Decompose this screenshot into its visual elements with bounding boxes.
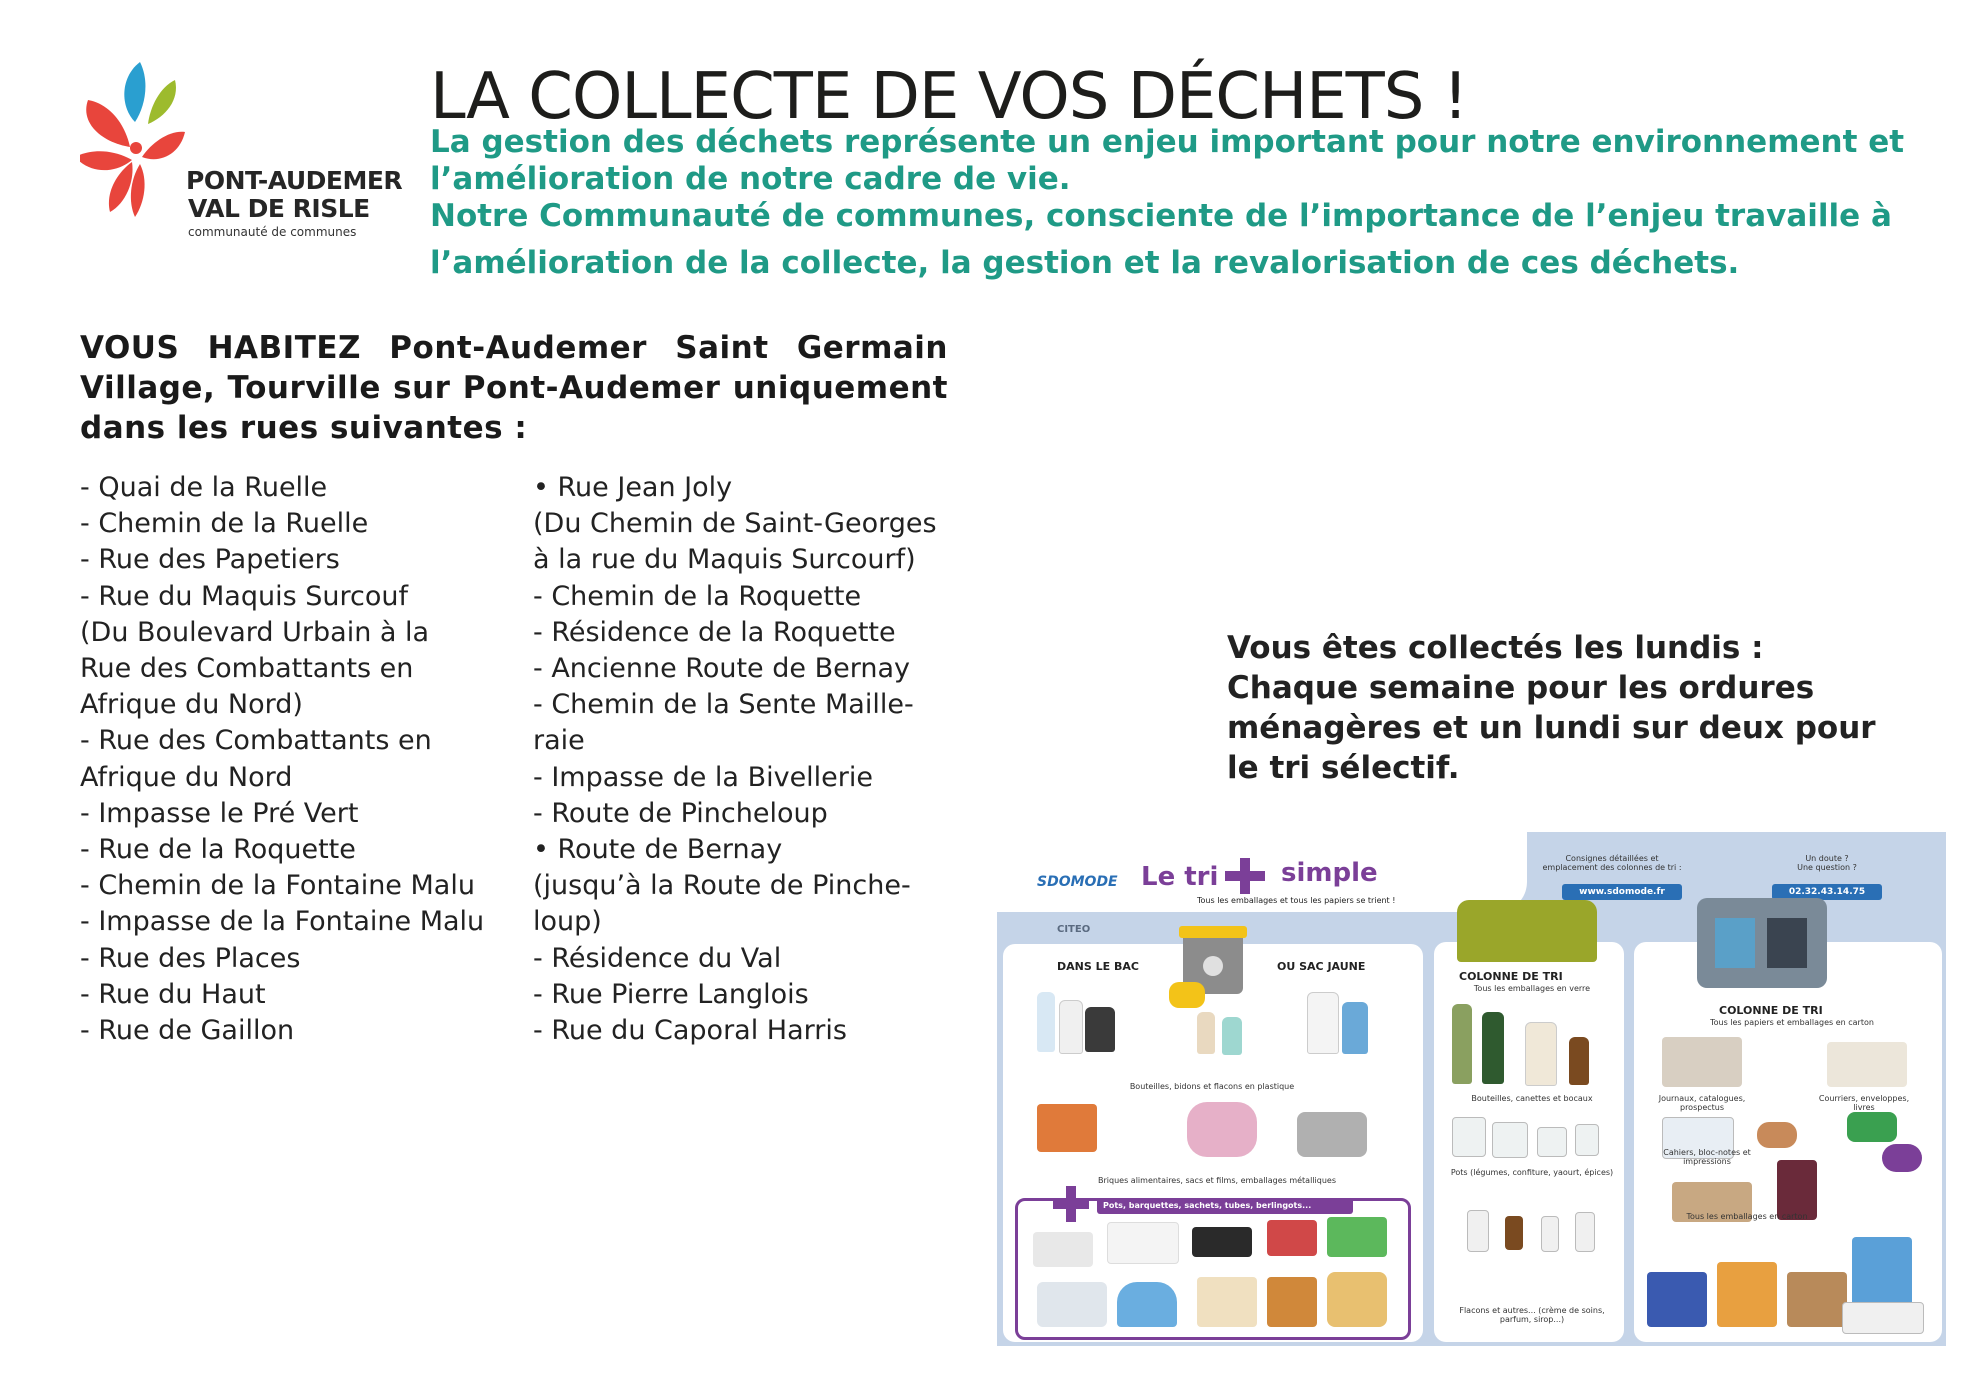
bottle-icon [1059, 1000, 1083, 1054]
glass-bottle-icon [1482, 1012, 1504, 1084]
plus-icon [1225, 858, 1265, 894]
street-item: (Du Boulevard Urbain à la [80, 616, 430, 648]
caption-plus: Pots, barquettes, sachets, tubes, berlingots... [1097, 1198, 1353, 1214]
paper-caption-1: Journaux, catalogues, prospectus [1658, 1094, 1746, 1112]
caption-metal: Briques alimentaires, sacs et films, emballages métalliques [1098, 1176, 1336, 1185]
street-item: (jusqu’à la Route de Pinche- [533, 870, 911, 902]
bottle-icon [1222, 1017, 1242, 1055]
street-item: loup) [533, 906, 602, 938]
intro-paragraph-2-line2: l’amélioration de la collecte, la gestion et la revalorisation de ces déchets. [430, 245, 1740, 281]
pot-icon [1117, 1282, 1177, 1327]
street-list-right [533, 470, 973, 1049]
street-item: Rue des Combattants en [80, 653, 414, 685]
logo-name-line1: PONT-AUDEMER [186, 166, 403, 195]
jar-icon [1537, 1127, 1567, 1157]
can-icon [1297, 1112, 1367, 1157]
paper-caption-4: Tous les emballages en carton [1686, 1212, 1808, 1221]
carton-icon [1037, 1104, 1097, 1152]
street-item: - Rue des Papetiers [80, 544, 340, 576]
newspaper-icon [1662, 1037, 1742, 1087]
intro-paragraph-2 [430, 198, 1910, 282]
pot-icon [1197, 1277, 1257, 1327]
street-item: - Rue du Haut [80, 978, 266, 1010]
paper-subtitle: Tous les papiers et emballages en carton [1710, 1018, 1874, 1027]
glass-bottle-icon [1452, 1004, 1472, 1084]
street-item: - Résidence de la Roquette [533, 616, 896, 648]
bin-left-label: DANS LE BAC [1057, 960, 1139, 973]
street-item: - Rue du Maquis Surcouf [80, 580, 408, 612]
bottle-icon [1197, 1012, 1215, 1054]
street-item: - Ancienne Route de Bernay [533, 653, 910, 685]
info2-label: Un doute ? Une question ? [1797, 854, 1857, 872]
bottle-icon [1037, 992, 1055, 1052]
street-item: - Rue de la Roquette [80, 834, 356, 866]
street-item: raie [533, 725, 585, 757]
street-item: - Rue des Places [80, 942, 301, 974]
logo-name-line2: VAL DE RISLE [188, 194, 370, 223]
sachet-icon [1327, 1217, 1387, 1257]
bottle-icon [1307, 992, 1339, 1054]
envelope-icon [1827, 1042, 1907, 1087]
flask-icon [1505, 1216, 1523, 1250]
street-item: - Rue Pierre Langlois [533, 978, 809, 1010]
street-item: - Impasse de la Fontaine Malu [80, 906, 485, 938]
box-icon [1717, 1262, 1777, 1327]
glass-caption-1: Bouteilles, canettes et bocaux [1471, 1094, 1593, 1103]
citeo-logo: CITEO [1057, 924, 1091, 935]
poster-tagline: Tous les emballages et tous les papiers se trient ! [1197, 896, 1396, 905]
street-item: - Chemin de la Fontaine Malu [80, 870, 475, 902]
roll-icon [1757, 1122, 1797, 1148]
box-icon [1647, 1272, 1707, 1327]
page-title: LA COLLECTE DE VOS DÉCHETS ! [430, 60, 1468, 134]
glass-caption-3: Flacons et autres... (crème de soins, parfum, sirop...) [1459, 1306, 1605, 1324]
arrow-icon [1882, 1144, 1922, 1172]
street-item: (Du Chemin de Saint-Georges [533, 508, 937, 540]
notice-line: Chaque semaine pour les ordures [1227, 670, 1815, 706]
street-item: - Impasse de la Bivellerie [533, 761, 874, 793]
box-icon [1037, 1282, 1107, 1327]
flask-icon [1467, 1210, 1489, 1252]
paper-column-icon [1697, 898, 1827, 988]
residence-heading: VOUS HABITEZ Pont-Audemer Saint Germain Village, Tourville sur Pont-Audemer uniquement dans les rues suivantes : [80, 330, 948, 446]
box-icon [1852, 1237, 1912, 1312]
street-item: - Quai de la Ruelle [80, 472, 328, 503]
sorting-poster [997, 832, 1946, 1346]
box-icon [1787, 1272, 1847, 1327]
logo-subtitle: communauté de communes [188, 225, 357, 239]
phone-badge: 02.32.43.14.75 [1772, 884, 1882, 900]
glass-bottle-icon [1525, 1022, 1557, 1086]
caption-plastic: Bouteilles, bidons et flacons en plastique [1129, 1082, 1295, 1091]
street-item: - Route de Pincheloup [533, 797, 828, 829]
bottle-icon [1342, 1002, 1368, 1054]
notice-line: ménagères et un lundi sur deux pour [1227, 710, 1876, 746]
flask-icon [1575, 1212, 1595, 1252]
bag-icon [1187, 1102, 1257, 1157]
intro-text [430, 124, 1910, 282]
paper-caption-3: Cahiers, bloc-notes et impressions [1663, 1148, 1751, 1166]
notice-line: Vous êtes collectés les lundis : [1227, 630, 1764, 666]
pizza-box-icon [1842, 1302, 1924, 1334]
street-item: Afrique du Nord [80, 761, 293, 793]
street-item: • Rue Jean Joly [533, 472, 733, 503]
street-item: - Chemin de la Sente Maille- [533, 689, 914, 721]
poster-headline-a: Le tri [1141, 862, 1219, 892]
glass-bottle-icon [1569, 1037, 1589, 1085]
street-item: à la rue du Maquis Surcourf) [533, 544, 916, 576]
intro-paragraph-2-line1: Notre Communauté de communes, consciente de l’importance de l’enjeu travaille à [430, 198, 1892, 234]
logo-flower-icon [80, 62, 190, 232]
jar-icon [1575, 1124, 1599, 1156]
street-item: - Rue de Gaillon [80, 1015, 295, 1047]
info1-label: Consignes détaillées et emplacement des colonnes de tri : [1542, 854, 1682, 872]
street-item: - Rue des Combattants en [80, 725, 432, 757]
paper-title: COLONNE DE TRI [1719, 1004, 1823, 1017]
sachet-icon [1267, 1220, 1317, 1256]
jar-icon [1492, 1122, 1528, 1158]
tray-icon [1033, 1232, 1093, 1267]
collection-notice [1227, 628, 1907, 788]
pot-icon [1267, 1277, 1317, 1327]
film-icon [1107, 1222, 1179, 1264]
street-item: - Impasse le Pré Vert [80, 797, 359, 829]
street-item: - Rue du Caporal Harris [533, 1015, 847, 1047]
egg-box-icon [1847, 1112, 1897, 1142]
bin-right-label: OU SAC JAUNE [1277, 960, 1366, 973]
street-item: Afrique du Nord) [80, 689, 303, 721]
glass-column-icon [1457, 900, 1597, 962]
yellow-bag-icon [1169, 982, 1205, 1008]
glass-subtitle: Tous les emballages en verre [1473, 984, 1591, 993]
street-item: - Résidence du Val [533, 942, 782, 974]
sdomode-logo: SDOMODE [1037, 874, 1118, 890]
notice-line: le tri sélectif. [1227, 750, 1460, 786]
jar-icon [1452, 1117, 1486, 1157]
glass-title: COLONNE DE TRI [1459, 970, 1563, 983]
poster-headline-b: simple [1281, 858, 1378, 888]
logo [80, 62, 403, 252]
street-item: - Chemin de la Ruelle [80, 508, 369, 540]
flask-icon [1541, 1216, 1559, 1252]
street-item: - Chemin de la Roquette [533, 580, 862, 612]
tray-icon [1192, 1227, 1252, 1257]
paper-caption-2: Courriers, enveloppes, livres [1818, 1094, 1910, 1112]
book-icon [1777, 1160, 1817, 1220]
pot-icon [1327, 1272, 1387, 1327]
plus-icon [1053, 1186, 1089, 1222]
intro-paragraph-1: La gestion des déchets représente un enjeu important pour notre environnement et l’amélioration de notre cadre de vie. [430, 124, 1905, 197]
glass-caption-2: Pots (légumes, confiture, yaourt, épices) [1450, 1168, 1614, 1177]
street-list-left [80, 470, 520, 1049]
bottle-icon [1085, 1007, 1115, 1052]
street-item: • Route de Bernay [533, 834, 783, 866]
website-badge: www.sdomode.fr [1562, 884, 1682, 900]
